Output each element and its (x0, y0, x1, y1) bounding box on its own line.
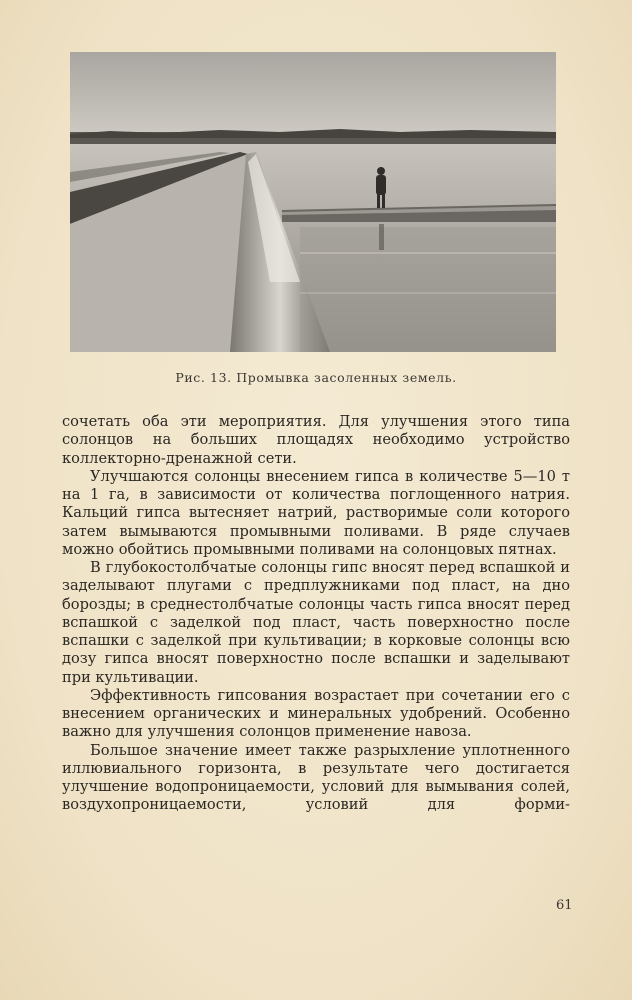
paragraph: Большое значение имеет также разрыхление уплотненного иллювиального горизонта, в результате чего достигается улучшение водопроницаемости, условий для вымывания солей, воздухопроницаемости, условий для форми- (62, 741, 570, 814)
page-number: 61 (556, 898, 573, 913)
body-text (62, 413, 570, 815)
figure-caption: Рис. 13. Промывка засоленных земель. (175, 370, 457, 385)
paragraph: Эффективность гипсования возрастает при сочетании его с внесением органических и минеральных удобрений. Особенно важно для улучшения солонцов применение навоза. (62, 686, 570, 741)
paragraph: Улучшаются солонцы внесением гипса в количестве 5—10 т на 1 га, в зависимости от количества поглощенного натрия. Кальций гипса вытесняет натрий, растворимые соли которого затем вымываются промывными поливами. В ряде случаев можно обойтись промывными поливами на солонцовых пятнах. (62, 467, 570, 558)
paragraph: сочетать оба эти мероприятия. Для улучшения этого типа солонцов на больших площадях необходимо устройство коллекторно-дренажной сети. (62, 413, 570, 467)
figure-photo-flooded-fields (70, 52, 556, 352)
paragraph: В глубокостолбчатые солонцы гипс вносят перед вспашкой и заделывают плугами с предплужниками под пласт, на дно борозды; в среднестолбчатые солонцы часть гипса вносят перед вспашкой с заделкой под пласт, часть поверхностно после вспашки с заделкой при культивации; в корковые солонцы всю дозу гипса вносят поверхностно после вспашки и заделывают при культивации. (62, 559, 570, 686)
